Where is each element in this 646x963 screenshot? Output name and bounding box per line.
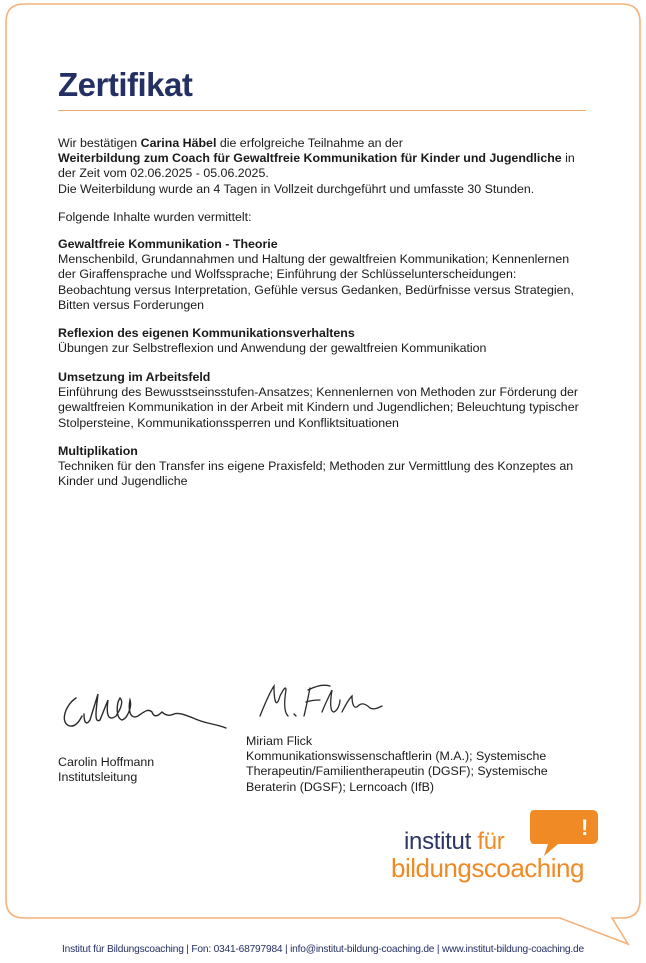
footer-contact: Institut für Bildungscoaching | Fon: 0341-68797984 | info@institut-bildung-coaching.de | www.institut-bildung-coaching.de xyxy=(62,944,584,955)
logo-exclamation: ! xyxy=(581,815,589,840)
section-body: Menschenbild, Grundannahmen und Haltung der gewaltfreien Kommunikation; Kennenlernen der Giraffensprache und Wolfssprache; Einführung der Schlüsselunterscheidungen: Beobachtung versus Interpretation, Gefühle versus Gedanken, Bedürfnisse versus Strategien, Bitten versus Forderungen xyxy=(58,252,574,312)
logo-line-1 xyxy=(404,828,504,856)
signatory-name: Carolin Hoffmann xyxy=(58,755,155,769)
logo-word-institut: institut xyxy=(404,828,471,855)
section-reflection xyxy=(58,326,588,356)
signatory-role: Kommunikationswissenschaftlerin (M.A.); Systemische Therapeutin/Familientherapeutin (DGSF); Systemische Beraterin (DGSF); Lerncoach (IfB) xyxy=(246,749,548,794)
logo-word-fuer: für xyxy=(477,828,505,855)
intro-text-b: die erfolgreiche Teilnahme an der xyxy=(216,136,403,150)
signature-hoffmann xyxy=(58,680,233,740)
signatory-flick xyxy=(246,734,586,795)
participant-name: Carina Häbel xyxy=(140,136,217,150)
section-body: Übungen zur Selbstreflexion und Anwendung der gewaltfreien Kommunikation xyxy=(58,341,487,356)
section-heading: Multiplikation xyxy=(58,444,138,458)
section-heading: Gewaltfreie Kommunikation - Theorie xyxy=(58,237,278,251)
title-divider xyxy=(58,110,586,111)
intro-paragraph xyxy=(58,136,588,197)
signature-flick xyxy=(250,676,390,726)
section-theory xyxy=(58,237,588,313)
section-practice xyxy=(58,370,588,431)
page-title: Zertifikat xyxy=(58,66,193,103)
section-multiplication xyxy=(58,444,588,490)
section-heading: Umsetzung im Arbeitsfeld xyxy=(58,370,211,384)
course-period: in der Zeit vom 02.06.2025 - 05.06.2025. xyxy=(58,151,575,181)
signatory-name: Miriam Flick xyxy=(246,734,313,748)
signatory-hoffmann xyxy=(58,755,154,785)
section-heading: Reflexion des eigenen Kommunikationsverhaltens xyxy=(58,326,355,340)
signatory-role: Institutsleitung xyxy=(58,770,138,785)
intro-text-a: Wir bestätigen xyxy=(58,136,141,150)
logo-word-bildungscoaching: bildungscoaching xyxy=(391,853,584,883)
section-body: Einführung des Bewusstseinsstufen-Ansatzes; Kennenlernen von Methoden zur Förderung der gewaltfreien Kommunikation in der Arbeit mit Kindern und Jugendlichen; Beleuchtung typischer Stolpersteine, Kommunikationssperren und Konfliktsituationen xyxy=(58,385,579,430)
contents-intro: Folgende Inhalte wurden vermittelt: xyxy=(58,210,252,224)
course-duration: Die Weiterbildung wurde an 4 Tagen in Vollzeit durchgeführt und umfasste 30 Stunden. xyxy=(58,181,535,196)
section-body: Techniken für den Transfer ins eigene Praxisfeld; Methoden zur Vermittlung des Konzeptes an Kinder und Jugendliche xyxy=(58,459,574,489)
course-title: Weiterbildung zum Coach für Gewaltfreie Kommunikation für Kinder und Jugendliche xyxy=(58,151,562,166)
